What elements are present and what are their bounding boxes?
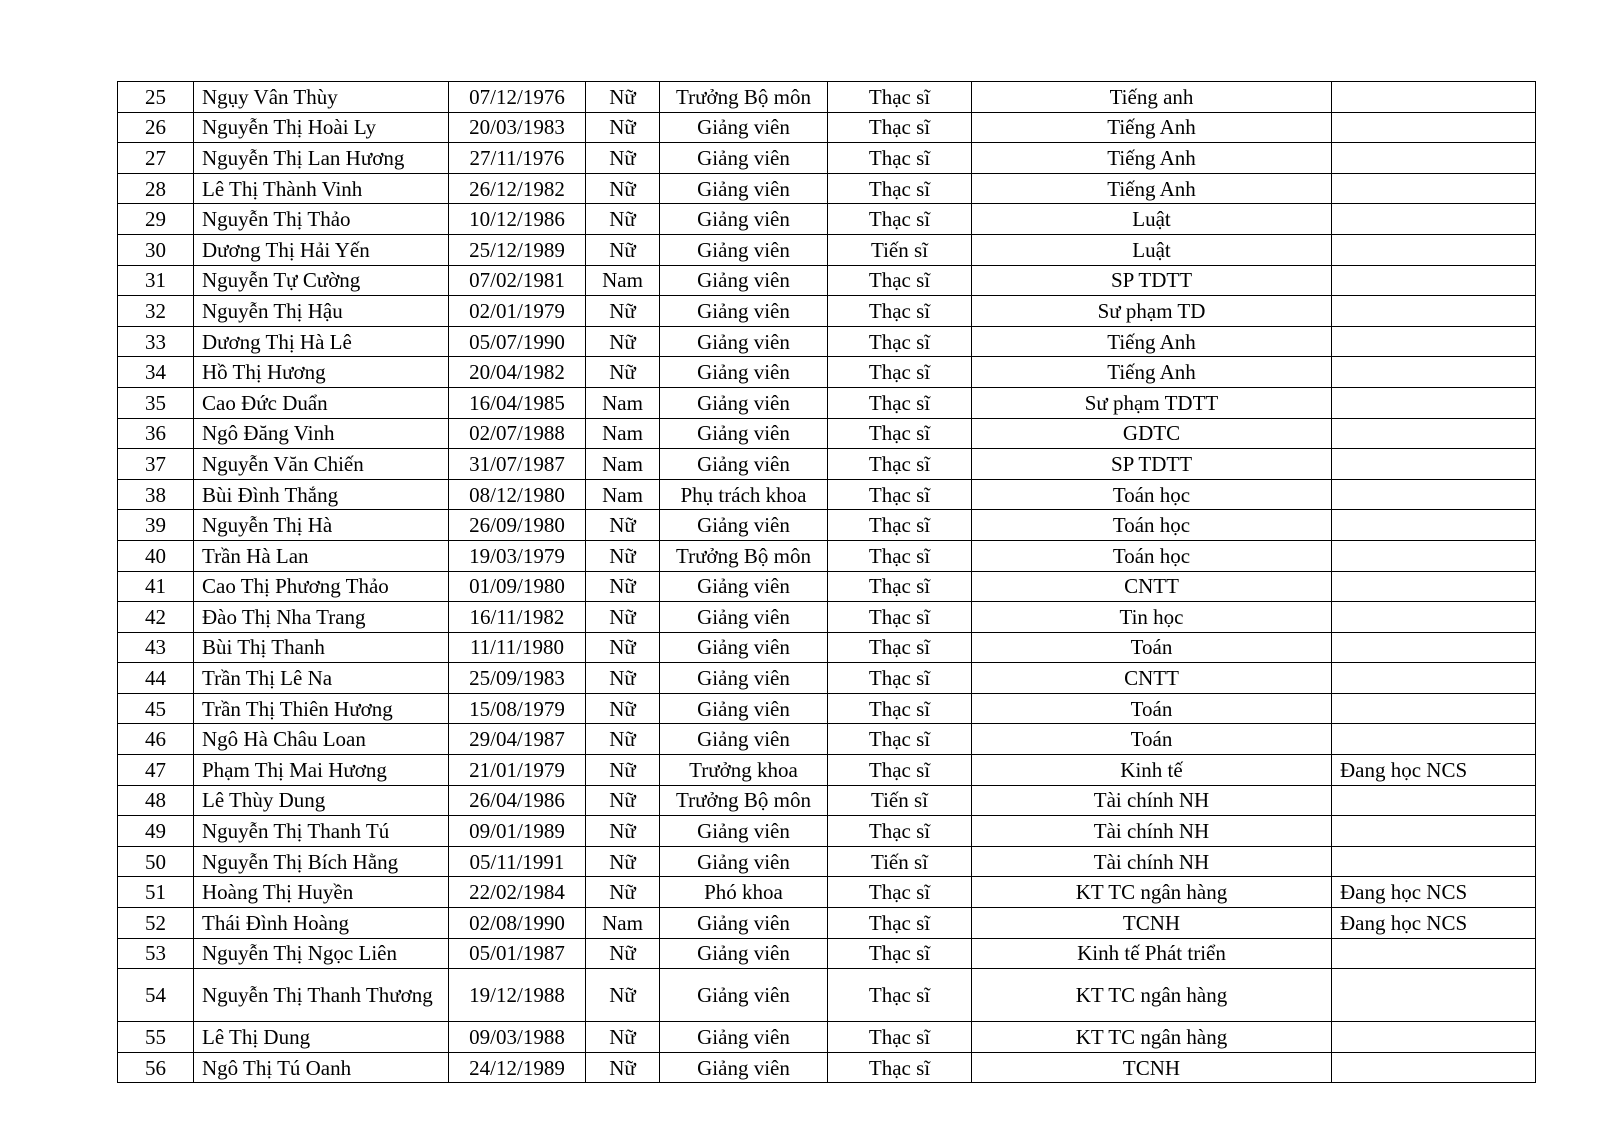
staff-name-cell: Nguyễn Thị Thanh Tú bbox=[194, 816, 449, 847]
gender-cell: Nữ bbox=[586, 602, 660, 633]
position-cell: Giảng viên bbox=[660, 632, 828, 663]
row-number-cell: 41 bbox=[118, 571, 194, 602]
staff-name-cell: Ngô Thị Tú Oanh bbox=[194, 1052, 449, 1083]
row-number-cell: 44 bbox=[118, 663, 194, 694]
staff-name-cell: Dương Thị Hải Yến bbox=[194, 234, 449, 265]
gender-cell: Nữ bbox=[586, 1052, 660, 1083]
staff-name-cell: Lê Thị Thành Vinh bbox=[194, 173, 449, 204]
major-cell: Sư phạm TD bbox=[972, 296, 1332, 327]
degree-cell: Thạc sĩ bbox=[828, 816, 972, 847]
birth-date-cell: 24/12/1989 bbox=[449, 1052, 586, 1083]
gender-cell: Nữ bbox=[586, 234, 660, 265]
note-cell bbox=[1332, 143, 1536, 174]
note-cell bbox=[1332, 387, 1536, 418]
row-number-cell: 48 bbox=[118, 785, 194, 816]
table-row bbox=[118, 234, 1536, 265]
staff-name-cell: Dương Thị Hà Lê bbox=[194, 326, 449, 357]
note-cell bbox=[1332, 112, 1536, 143]
staff-name-cell: Phạm Thị Mai Hương bbox=[194, 755, 449, 786]
major-cell: TCNH bbox=[972, 908, 1332, 939]
gender-cell: Nữ bbox=[586, 724, 660, 755]
major-cell: KT TC ngân hàng bbox=[972, 877, 1332, 908]
table-row bbox=[118, 265, 1536, 296]
position-cell: Trưởng khoa bbox=[660, 755, 828, 786]
gender-cell: Nữ bbox=[586, 755, 660, 786]
note-cell: Đang học NCS bbox=[1332, 755, 1536, 786]
gender-cell: Nữ bbox=[586, 326, 660, 357]
major-cell: Tiếng Anh bbox=[972, 326, 1332, 357]
table-row bbox=[118, 82, 1536, 113]
position-cell: Giảng viên bbox=[660, 969, 828, 1022]
row-number-cell: 42 bbox=[118, 602, 194, 633]
gender-cell: Nam bbox=[586, 908, 660, 939]
table-row bbox=[118, 204, 1536, 235]
degree-cell: Thạc sĩ bbox=[828, 112, 972, 143]
staff-name-cell: Ngụy Vân Thùy bbox=[194, 82, 449, 113]
row-number-cell: 26 bbox=[118, 112, 194, 143]
degree-cell: Thạc sĩ bbox=[828, 265, 972, 296]
degree-cell: Thạc sĩ bbox=[828, 969, 972, 1022]
table-row bbox=[118, 571, 1536, 602]
staff-name-cell: Lê Thùy Dung bbox=[194, 785, 449, 816]
position-cell: Trưởng Bộ môn bbox=[660, 785, 828, 816]
note-cell bbox=[1332, 602, 1536, 633]
position-cell: Giảng viên bbox=[660, 143, 828, 174]
degree-cell: Thạc sĩ bbox=[828, 387, 972, 418]
staff-name-cell: Nguyễn Thị Ngọc Liên bbox=[194, 938, 449, 969]
note-cell bbox=[1332, 326, 1536, 357]
staff-name-cell: Nguyễn Văn Chiến bbox=[194, 449, 449, 480]
staff-name-cell: Ngô Hà Châu Loan bbox=[194, 724, 449, 755]
note-cell bbox=[1332, 265, 1536, 296]
note-cell bbox=[1332, 1022, 1536, 1053]
degree-cell: Thạc sĩ bbox=[828, 693, 972, 724]
position-cell: Giảng viên bbox=[660, 204, 828, 235]
degree-cell: Tiến sĩ bbox=[828, 785, 972, 816]
birth-date-cell: 05/01/1987 bbox=[449, 938, 586, 969]
major-cell: Tiếng Anh bbox=[972, 112, 1332, 143]
staff-name-cell: Nguyễn Tự Cường bbox=[194, 265, 449, 296]
note-cell bbox=[1332, 846, 1536, 877]
gender-cell: Nữ bbox=[586, 938, 660, 969]
table-row bbox=[118, 877, 1536, 908]
major-cell: Tài chính NH bbox=[972, 846, 1332, 877]
staff-name-cell: Nguyễn Thị Thảo bbox=[194, 204, 449, 235]
birth-date-cell: 16/04/1985 bbox=[449, 387, 586, 418]
note-cell: Đang học NCS bbox=[1332, 908, 1536, 939]
position-cell: Trưởng Bộ môn bbox=[660, 82, 828, 113]
birth-date-cell: 27/11/1976 bbox=[449, 143, 586, 174]
note-cell bbox=[1332, 540, 1536, 571]
note-cell bbox=[1332, 571, 1536, 602]
gender-cell: Nữ bbox=[586, 540, 660, 571]
gender-cell: Nữ bbox=[586, 663, 660, 694]
table-row bbox=[118, 387, 1536, 418]
gender-cell: Nữ bbox=[586, 112, 660, 143]
gender-cell: Nữ bbox=[586, 82, 660, 113]
note-cell bbox=[1332, 724, 1536, 755]
staff-name-cell: Đào Thị Nha Trang bbox=[194, 602, 449, 633]
table-row bbox=[118, 785, 1536, 816]
position-cell: Giảng viên bbox=[660, 357, 828, 388]
gender-cell: Nữ bbox=[586, 173, 660, 204]
birth-date-cell: 26/12/1982 bbox=[449, 173, 586, 204]
staff-name-cell: Ngô Đăng Vinh bbox=[194, 418, 449, 449]
note-cell bbox=[1332, 449, 1536, 480]
position-cell: Giảng viên bbox=[660, 602, 828, 633]
staff-name-cell: Lê Thị Dung bbox=[194, 1022, 449, 1053]
degree-cell: Thạc sĩ bbox=[828, 571, 972, 602]
major-cell: KT TC ngân hàng bbox=[972, 969, 1332, 1022]
birth-date-cell: 19/12/1988 bbox=[449, 969, 586, 1022]
degree-cell: Thạc sĩ bbox=[828, 755, 972, 786]
staff-name-cell: Trần Hà Lan bbox=[194, 540, 449, 571]
row-number-cell: 55 bbox=[118, 1022, 194, 1053]
staff-name-cell: Bùi Đình Thắng bbox=[194, 479, 449, 510]
gender-cell: Nữ bbox=[586, 357, 660, 388]
degree-cell: Tiến sĩ bbox=[828, 234, 972, 265]
gender-cell: Nữ bbox=[586, 1022, 660, 1053]
table-row bbox=[118, 969, 1536, 1022]
row-number-cell: 34 bbox=[118, 357, 194, 388]
major-cell: KT TC ngân hàng bbox=[972, 1022, 1332, 1053]
table-row bbox=[118, 938, 1536, 969]
major-cell: Toán bbox=[972, 693, 1332, 724]
gender-cell: Nam bbox=[586, 479, 660, 510]
note-cell bbox=[1332, 357, 1536, 388]
table-row bbox=[118, 602, 1536, 633]
staff-name-cell: Nguyễn Thị Hoài Ly bbox=[194, 112, 449, 143]
degree-cell: Thạc sĩ bbox=[828, 357, 972, 388]
row-number-cell: 36 bbox=[118, 418, 194, 449]
major-cell: CNTT bbox=[972, 663, 1332, 694]
table-row bbox=[118, 510, 1536, 541]
position-cell: Giảng viên bbox=[660, 265, 828, 296]
table-row bbox=[118, 908, 1536, 939]
gender-cell: Nam bbox=[586, 387, 660, 418]
row-number-cell: 37 bbox=[118, 449, 194, 480]
row-number-cell: 47 bbox=[118, 755, 194, 786]
position-cell: Giảng viên bbox=[660, 908, 828, 939]
birth-date-cell: 05/07/1990 bbox=[449, 326, 586, 357]
major-cell: Toán bbox=[972, 632, 1332, 663]
degree-cell: Thạc sĩ bbox=[828, 326, 972, 357]
degree-cell: Thạc sĩ bbox=[828, 724, 972, 755]
birth-date-cell: 11/11/1980 bbox=[449, 632, 586, 663]
row-number-cell: 52 bbox=[118, 908, 194, 939]
position-cell: Trưởng Bộ môn bbox=[660, 540, 828, 571]
birth-date-cell: 09/03/1988 bbox=[449, 1022, 586, 1053]
row-number-cell: 38 bbox=[118, 479, 194, 510]
birth-date-cell: 01/09/1980 bbox=[449, 571, 586, 602]
note-cell bbox=[1332, 82, 1536, 113]
gender-cell: Nữ bbox=[586, 571, 660, 602]
note-cell bbox=[1332, 938, 1536, 969]
birth-date-cell: 25/09/1983 bbox=[449, 663, 586, 694]
degree-cell: Thạc sĩ bbox=[828, 204, 972, 235]
major-cell: Kinh tế bbox=[972, 755, 1332, 786]
staff-table bbox=[117, 81, 1536, 1083]
staff-name-cell: Nguyễn Thị Bích Hằng bbox=[194, 846, 449, 877]
row-number-cell: 28 bbox=[118, 173, 194, 204]
note-cell bbox=[1332, 204, 1536, 235]
major-cell: Tiếng Anh bbox=[972, 173, 1332, 204]
table-row bbox=[118, 173, 1536, 204]
position-cell: Giảng viên bbox=[660, 418, 828, 449]
gender-cell: Nữ bbox=[586, 296, 660, 327]
position-cell: Giảng viên bbox=[660, 234, 828, 265]
birth-date-cell: 02/01/1979 bbox=[449, 296, 586, 327]
table-row bbox=[118, 357, 1536, 388]
row-number-cell: 30 bbox=[118, 234, 194, 265]
staff-name-cell: Thái Đình Hoàng bbox=[194, 908, 449, 939]
degree-cell: Thạc sĩ bbox=[828, 173, 972, 204]
table-row bbox=[118, 418, 1536, 449]
position-cell: Giảng viên bbox=[660, 387, 828, 418]
row-number-cell: 56 bbox=[118, 1052, 194, 1083]
gender-cell: Nữ bbox=[586, 510, 660, 541]
staff-name-cell: Nguyễn Thị Lan Hương bbox=[194, 143, 449, 174]
birth-date-cell: 20/04/1982 bbox=[449, 357, 586, 388]
note-cell bbox=[1332, 234, 1536, 265]
table-row bbox=[118, 816, 1536, 847]
note-cell bbox=[1332, 173, 1536, 204]
gender-cell: Nữ bbox=[586, 143, 660, 174]
birth-date-cell: 02/07/1988 bbox=[449, 418, 586, 449]
degree-cell: Thạc sĩ bbox=[828, 938, 972, 969]
table-row bbox=[118, 326, 1536, 357]
gender-cell: Nữ bbox=[586, 785, 660, 816]
row-number-cell: 50 bbox=[118, 846, 194, 877]
position-cell: Giảng viên bbox=[660, 571, 828, 602]
row-number-cell: 46 bbox=[118, 724, 194, 755]
note-cell bbox=[1332, 632, 1536, 663]
birth-date-cell: 16/11/1982 bbox=[449, 602, 586, 633]
degree-cell: Thạc sĩ bbox=[828, 663, 972, 694]
position-cell: Phụ trách khoa bbox=[660, 479, 828, 510]
staff-name-cell: Trần Thị Lê Na bbox=[194, 663, 449, 694]
table-row bbox=[118, 693, 1536, 724]
position-cell: Phó khoa bbox=[660, 877, 828, 908]
row-number-cell: 29 bbox=[118, 204, 194, 235]
staff-name-cell: Nguyễn Thị Hậu bbox=[194, 296, 449, 327]
staff-name-cell: Hoàng Thị Huyền bbox=[194, 877, 449, 908]
table-row bbox=[118, 632, 1536, 663]
note-cell bbox=[1332, 693, 1536, 724]
row-number-cell: 25 bbox=[118, 82, 194, 113]
row-number-cell: 40 bbox=[118, 540, 194, 571]
position-cell: Giảng viên bbox=[660, 1022, 828, 1053]
row-number-cell: 43 bbox=[118, 632, 194, 663]
birth-date-cell: 25/12/1989 bbox=[449, 234, 586, 265]
birth-date-cell: 10/12/1986 bbox=[449, 204, 586, 235]
degree-cell: Tiến sĩ bbox=[828, 846, 972, 877]
major-cell: SP TDTT bbox=[972, 265, 1332, 296]
table-row bbox=[118, 112, 1536, 143]
birth-date-cell: 08/12/1980 bbox=[449, 479, 586, 510]
position-cell: Giảng viên bbox=[660, 326, 828, 357]
note-cell bbox=[1332, 510, 1536, 541]
degree-cell: Thạc sĩ bbox=[828, 877, 972, 908]
row-number-cell: 32 bbox=[118, 296, 194, 327]
major-cell: Tiếng Anh bbox=[972, 143, 1332, 174]
birth-date-cell: 02/08/1990 bbox=[449, 908, 586, 939]
major-cell: Tin học bbox=[972, 602, 1332, 633]
row-number-cell: 27 bbox=[118, 143, 194, 174]
position-cell: Giảng viên bbox=[660, 938, 828, 969]
major-cell: TCNH bbox=[972, 1052, 1332, 1083]
row-number-cell: 33 bbox=[118, 326, 194, 357]
position-cell: Giảng viên bbox=[660, 296, 828, 327]
note-cell bbox=[1332, 663, 1536, 694]
birth-date-cell: 05/11/1991 bbox=[449, 846, 586, 877]
position-cell: Giảng viên bbox=[660, 693, 828, 724]
row-number-cell: 39 bbox=[118, 510, 194, 541]
birth-date-cell: 26/04/1986 bbox=[449, 785, 586, 816]
table-row bbox=[118, 755, 1536, 786]
gender-cell: Nữ bbox=[586, 632, 660, 663]
position-cell: Giảng viên bbox=[660, 663, 828, 694]
table-row bbox=[118, 663, 1536, 694]
note-cell bbox=[1332, 969, 1536, 1022]
staff-name-cell: Cao Thị Phương Thảo bbox=[194, 571, 449, 602]
note-cell bbox=[1332, 418, 1536, 449]
gender-cell: Nữ bbox=[586, 204, 660, 235]
major-cell: Sư phạm TDTT bbox=[972, 387, 1332, 418]
major-cell: Tiếng anh bbox=[972, 82, 1332, 113]
gender-cell: Nữ bbox=[586, 846, 660, 877]
gender-cell: Nữ bbox=[586, 816, 660, 847]
degree-cell: Thạc sĩ bbox=[828, 908, 972, 939]
position-cell: Giảng viên bbox=[660, 449, 828, 480]
row-number-cell: 49 bbox=[118, 816, 194, 847]
gender-cell: Nam bbox=[586, 449, 660, 480]
row-number-cell: 35 bbox=[118, 387, 194, 418]
gender-cell: Nam bbox=[586, 265, 660, 296]
major-cell: Luật bbox=[972, 234, 1332, 265]
table-row bbox=[118, 449, 1536, 480]
birth-date-cell: 19/03/1979 bbox=[449, 540, 586, 571]
degree-cell: Thạc sĩ bbox=[828, 449, 972, 480]
note-cell bbox=[1332, 816, 1536, 847]
position-cell: Giảng viên bbox=[660, 510, 828, 541]
gender-cell: Nữ bbox=[586, 969, 660, 1022]
position-cell: Giảng viên bbox=[660, 173, 828, 204]
row-number-cell: 51 bbox=[118, 877, 194, 908]
note-cell: Đang học NCS bbox=[1332, 877, 1536, 908]
position-cell: Giảng viên bbox=[660, 724, 828, 755]
degree-cell: Thạc sĩ bbox=[828, 510, 972, 541]
degree-cell: Thạc sĩ bbox=[828, 1052, 972, 1083]
degree-cell: Thạc sĩ bbox=[828, 1022, 972, 1053]
major-cell: Toán học bbox=[972, 540, 1332, 571]
position-cell: Giảng viên bbox=[660, 1052, 828, 1083]
birth-date-cell: 07/02/1981 bbox=[449, 265, 586, 296]
gender-cell: Nữ bbox=[586, 693, 660, 724]
table-row bbox=[118, 1052, 1536, 1083]
row-number-cell: 53 bbox=[118, 938, 194, 969]
row-number-cell: 45 bbox=[118, 693, 194, 724]
degree-cell: Thạc sĩ bbox=[828, 296, 972, 327]
degree-cell: Thạc sĩ bbox=[828, 82, 972, 113]
degree-cell: Thạc sĩ bbox=[828, 632, 972, 663]
birth-date-cell: 22/02/1984 bbox=[449, 877, 586, 908]
birth-date-cell: 07/12/1976 bbox=[449, 82, 586, 113]
position-cell: Giảng viên bbox=[660, 112, 828, 143]
major-cell: SP TDTT bbox=[972, 449, 1332, 480]
row-number-cell: 31 bbox=[118, 265, 194, 296]
major-cell: Kinh tế Phát triển bbox=[972, 938, 1332, 969]
table-row bbox=[118, 846, 1536, 877]
note-cell bbox=[1332, 1052, 1536, 1083]
degree-cell: Thạc sĩ bbox=[828, 602, 972, 633]
degree-cell: Thạc sĩ bbox=[828, 418, 972, 449]
staff-name-cell: Bùi Thị Thanh bbox=[194, 632, 449, 663]
major-cell: Luật bbox=[972, 204, 1332, 235]
table-row bbox=[118, 479, 1536, 510]
degree-cell: Thạc sĩ bbox=[828, 479, 972, 510]
table-row bbox=[118, 1022, 1536, 1053]
major-cell: Tiếng Anh bbox=[972, 357, 1332, 388]
major-cell: GDTC bbox=[972, 418, 1332, 449]
staff-name-cell: Nguyễn Thị Hà bbox=[194, 510, 449, 541]
major-cell: Toán học bbox=[972, 510, 1332, 541]
table-row bbox=[118, 296, 1536, 327]
birth-date-cell: 21/01/1979 bbox=[449, 755, 586, 786]
table-row bbox=[118, 540, 1536, 571]
position-cell: Giảng viên bbox=[660, 816, 828, 847]
position-cell: Giảng viên bbox=[660, 846, 828, 877]
row-number-cell: 54 bbox=[118, 969, 194, 1022]
major-cell: Tài chính NH bbox=[972, 785, 1332, 816]
staff-name-cell: Cao Đức Duẩn bbox=[194, 387, 449, 418]
birth-date-cell: 09/01/1989 bbox=[449, 816, 586, 847]
staff-name-cell: Hồ Thị Hương bbox=[194, 357, 449, 388]
staff-name-cell: Trần Thị Thiên Hương bbox=[194, 693, 449, 724]
gender-cell: Nữ bbox=[586, 877, 660, 908]
gender-cell: Nam bbox=[586, 418, 660, 449]
note-cell bbox=[1332, 479, 1536, 510]
birth-date-cell: 26/09/1980 bbox=[449, 510, 586, 541]
staff-table-body bbox=[118, 82, 1536, 1083]
table-row bbox=[118, 724, 1536, 755]
birth-date-cell: 20/03/1983 bbox=[449, 112, 586, 143]
birth-date-cell: 29/04/1987 bbox=[449, 724, 586, 755]
note-cell bbox=[1332, 785, 1536, 816]
birth-date-cell: 31/07/1987 bbox=[449, 449, 586, 480]
birth-date-cell: 15/08/1979 bbox=[449, 693, 586, 724]
major-cell: Tài chính NH bbox=[972, 816, 1332, 847]
major-cell: CNTT bbox=[972, 571, 1332, 602]
staff-name-cell: Nguyễn Thị Thanh Thương bbox=[194, 969, 449, 1022]
major-cell: Toán bbox=[972, 724, 1332, 755]
major-cell: Toán học bbox=[972, 479, 1332, 510]
note-cell bbox=[1332, 296, 1536, 327]
degree-cell: Thạc sĩ bbox=[828, 143, 972, 174]
table-row bbox=[118, 143, 1536, 174]
degree-cell: Thạc sĩ bbox=[828, 540, 972, 571]
